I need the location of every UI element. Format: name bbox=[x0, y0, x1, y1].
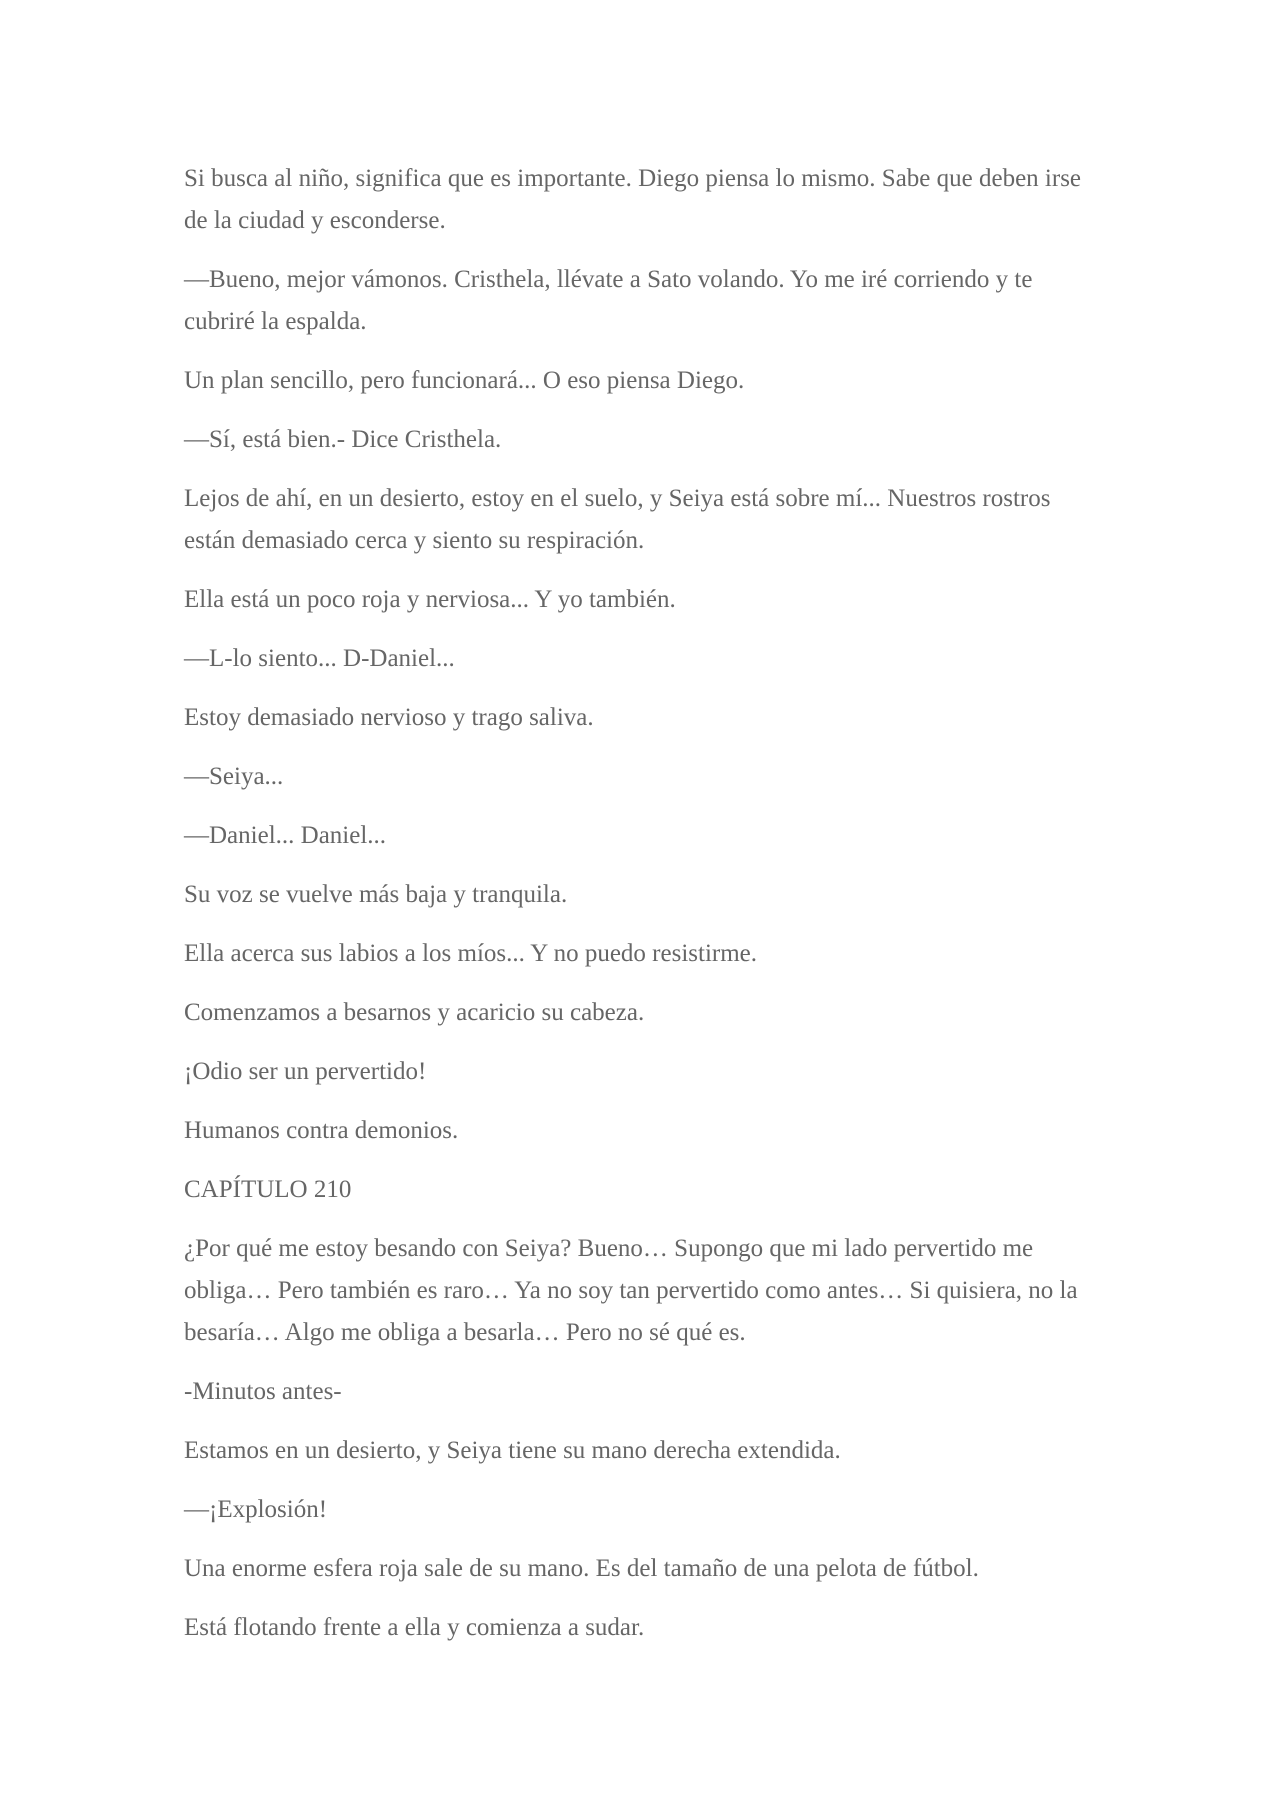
paragraph: Humanos contra demonios. bbox=[184, 1117, 459, 1144]
paragraph: —Daniel... Daniel... bbox=[184, 822, 387, 849]
paragraph: —Bueno, mejor vámonos. Cristhela, llévate a Sato volando. Yo me iré corriendo y te cubriré la espalda. bbox=[184, 266, 1033, 335]
paragraph: ¿Por qué me estoy besando con Seiya? Bueno… Supongo que mi lado pervertido me obliga… Pero también es raro… Ya no soy tan pervertido como antes… Si quisiera, no la besaría… Algo me obliga a besarla… Pero no sé qué es. bbox=[184, 1235, 1078, 1346]
paragraph: Estoy demasiado nervioso y trago saliva. bbox=[184, 704, 594, 731]
paragraph: —L-lo siento... D-Daniel... bbox=[184, 645, 455, 672]
chapter-heading: CAPÍTULO 210 bbox=[184, 1176, 352, 1203]
paragraph: Si busca al niño, significa que es importante. Diego piensa lo mismo. Sabe que deben irse de la ciudad y esconderse. bbox=[184, 165, 1082, 234]
paragraph: Su voz se vuelve más baja y tranquila. bbox=[184, 881, 568, 908]
paragraph: —¡Explosión! bbox=[184, 1496, 328, 1523]
paragraph: Estamos en un desierto, y Seiya tiene su mano derecha extendida. bbox=[184, 1437, 841, 1464]
paragraph: —Seiya... bbox=[184, 763, 284, 790]
paragraph: Está flotando frente a ella y comienza a sudar. bbox=[184, 1614, 645, 1641]
paragraph: Lejos de ahí, en un desierto, estoy en el suelo, y Seiya está sobre mí... Nuestros rostros están demasiado cerca y siento su respiración. bbox=[184, 485, 1051, 554]
document-body bbox=[184, 158, 1096, 1666]
paragraph: Una enorme esfera roja sale de su mano. Es del tamaño de una pelota de fútbol. bbox=[184, 1555, 979, 1582]
paragraph: ¡Odio ser un pervertido! bbox=[184, 1058, 427, 1085]
paragraph: Ella acerca sus labios a los míos... Y no puedo resistirme. bbox=[184, 940, 758, 967]
paragraph: Comenzamos a besarnos y acaricio su cabeza. bbox=[184, 999, 645, 1026]
paragraph: —Sí, está bien.- Dice Cristhela. bbox=[184, 426, 502, 453]
paragraph: Un plan sencillo, pero funcionará... O eso piensa Diego. bbox=[184, 367, 745, 394]
paragraph: -Minutos antes- bbox=[184, 1378, 342, 1405]
paragraph: Ella está un poco roja y nerviosa... Y yo también. bbox=[184, 586, 676, 613]
